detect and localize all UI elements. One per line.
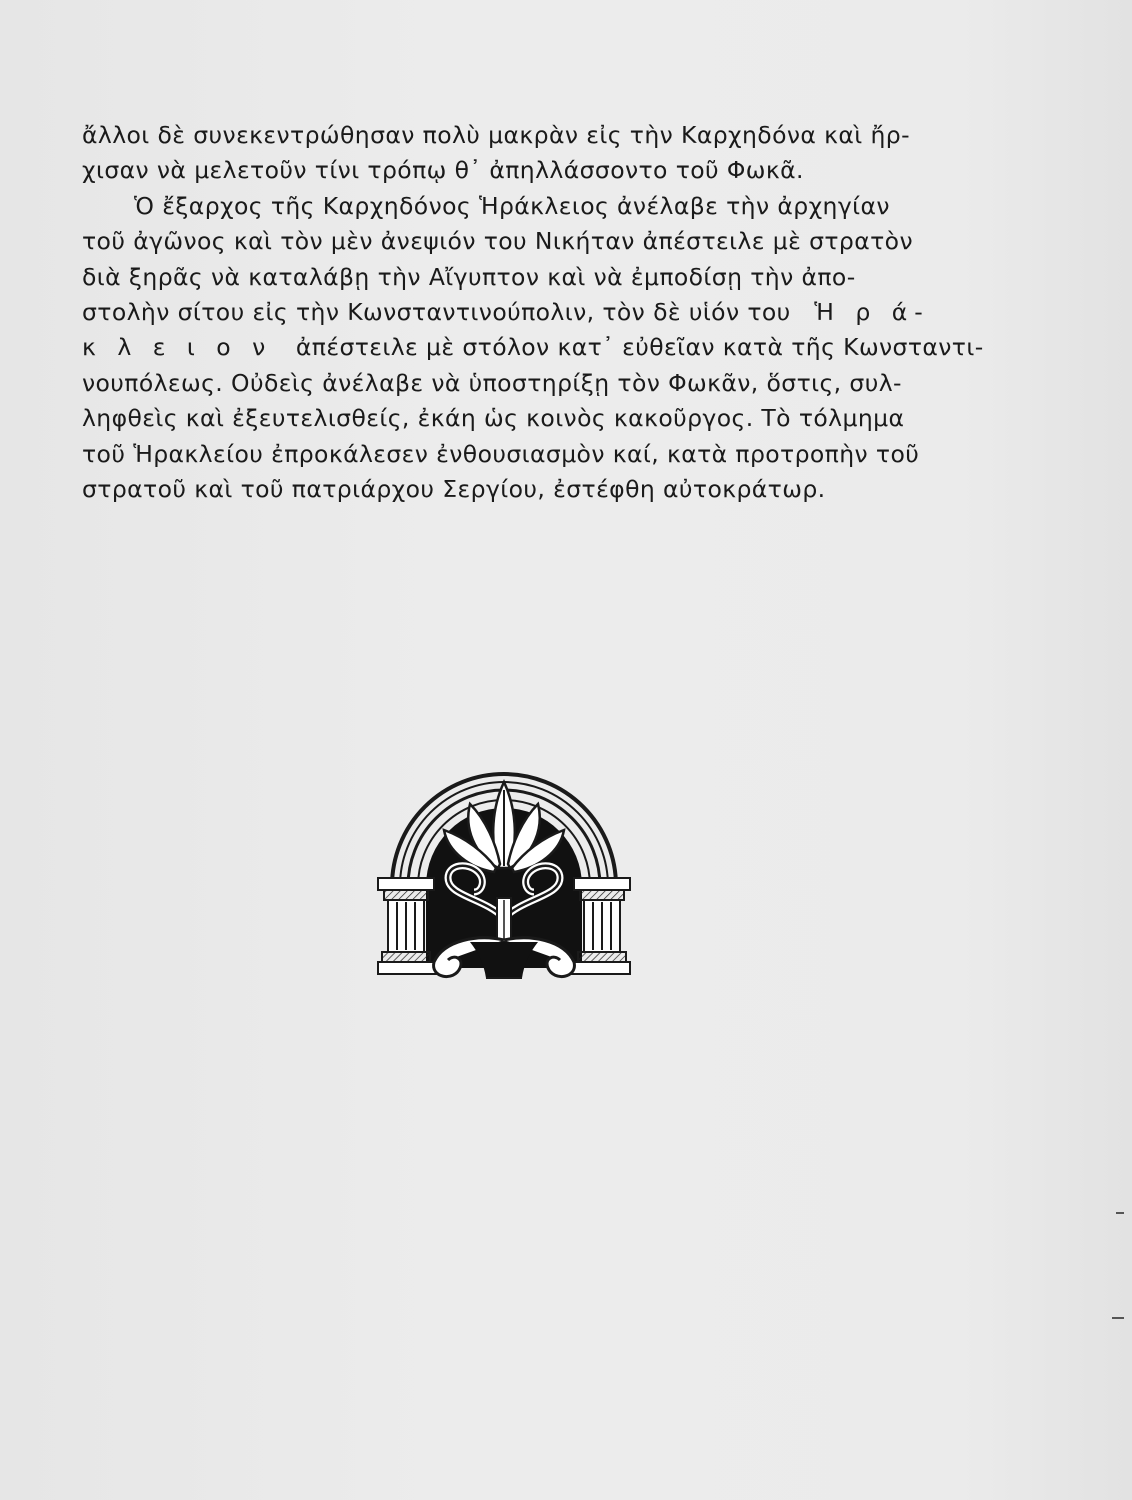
text-line: ἄλλοι δὲ συνεκεντρώθησαν πολὺ μακρὰν εἰς τὴν Καρχηδόνα καὶ ἤρ- [82, 121, 910, 149]
text-line-part: ἀπέστειλε μὲ στόλον κατ᾽ εὐθεῖαν κατὰ τῆς Κωνσταντι- [295, 333, 984, 362]
text-line: ληφθεὶς καὶ ἐξευτελισθείς, ἐκάη ὡς κοινὸς κακοῦργος. Τὸ τόλμημα [82, 404, 905, 433]
spaced-name-heraclius: Ἡ ρ ά- [814, 297, 930, 326]
text-line: τοῦ Ἡρακλείου ἐπροκάλεσεν ἐνθουσιασμὸν καί, κατὰ προτροπὴν τοῦ [82, 439, 920, 468]
arch-palmette-ornament [374, 768, 634, 988]
text-line: νουπόλεως. Οὐδεὶς ἀνέλαβε νὰ ὑποστηρίξῃ τὸν Φωκᾶν, ὅστις, συλ- [82, 368, 902, 397]
text-line: στρατοῦ καὶ τοῦ πατριάρχου Σεργίου, ἐστέφθη αὐτοκράτωρ. [82, 474, 826, 503]
spaced-name-heraclius-cont: κ λ ε ι ο ν [82, 333, 273, 362]
body-text [82, 118, 984, 507]
text-line: Ὁ ἔξαρχος τῆς Καρχηδόνος Ἡράκλειος ἀνέλαβε τὴν ἀρχηγίαν [134, 191, 890, 220]
page-edge-mark [1116, 1212, 1124, 1214]
text-line: διὰ ξηρᾶς νὰ καταλάβῃ τὴν Αἴγυπτον καὶ νὰ ἐμποδίσῃ τὴν ἀπο- [82, 262, 856, 291]
text-line-part: στολὴν σίτου εἰς τὴν Κωνσταντινούπολιν, τὸν δὲ υἱόν του [82, 297, 791, 326]
text-line: τοῦ ἀγῶνος καὶ τὸν μὲν ἀνεψιόν του Νικήταν ἀπέστειλε μὲ στρατὸν [82, 227, 913, 256]
text-line [82, 295, 962, 330]
text-line: χισαν νὰ μελετοῦν τίνι τρόπῳ θ᾽ ἀπηλλάσσοντο τοῦ Φωκᾶ. [82, 156, 804, 185]
text-line [82, 330, 984, 365]
page-edge-mark [1112, 1317, 1124, 1319]
